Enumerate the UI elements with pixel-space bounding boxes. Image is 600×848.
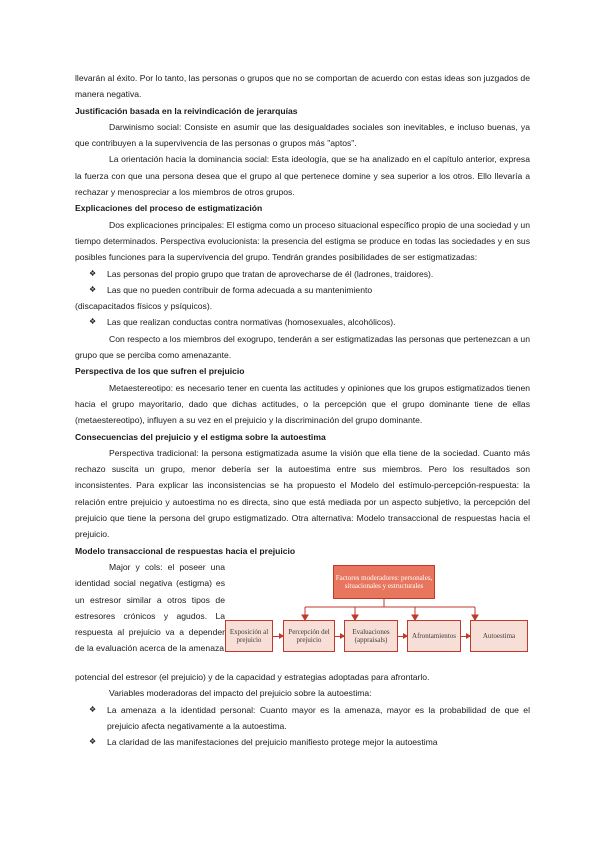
bullet-item: ❖ Las que no pueden contribuir de forma adecuada a su mantenimiento <box>75 282 530 298</box>
transactional-model-diagram <box>225 565 530 669</box>
section-heading: Justificación basada en la reivindicación de jerarquías <box>75 105 298 116</box>
paragraph: Major y cols: el poseer una identidad social negativa (estigma) es un estresor similar a otros tipos de estresores crónicos y agudos. La respuesta al prejuicio va a depender de la evaluación acerca de la amenaza <box>75 561 225 654</box>
bullet-item: ❖ Las que realizan conductas contra normativas (homosexuales, alcohólicos). <box>75 314 530 330</box>
paragraph-continuation: (discapacitados físicos y psíquicos). <box>75 301 213 312</box>
paragraph: Variables moderadoras del impacto del prejuicio sobre la autoestima: <box>109 688 372 699</box>
bullet-item: ❖ La amenaza a la identidad personal: Cuanto mayor es la amenaza, mayor es la probabilidad de que el prejuicio afecta negativamente a la autoestima. <box>75 702 530 735</box>
diagram-node-coping: Afrontamientos <box>407 620 461 652</box>
diagram-node-self-esteem: Autoestima <box>470 620 528 652</box>
diagram-node-appraisals: Evaluaciones (appraisals) <box>344 620 398 652</box>
bullet-diamond-icon: ❖ <box>89 268 97 278</box>
arrow-connector <box>335 636 344 637</box>
diagram-connectors <box>225 565 530 669</box>
arrow-connector <box>461 636 470 637</box>
bullet-item: ❖ La claridad de las manifestaciones del prejuicio manifiesto protege mejor la autoestima <box>75 734 530 750</box>
text-with-figure <box>75 559 530 669</box>
document-page <box>75 70 530 750</box>
diagram-node-perception: Percepción del prejuicio <box>283 620 335 652</box>
arrow-connector <box>273 636 283 637</box>
section-heading: Explicaciones del proceso de estigmatización <box>75 203 263 214</box>
bullet-diamond-icon: ❖ <box>89 704 97 714</box>
bullet-diamond-icon: ❖ <box>89 284 97 294</box>
diagram-node-exposure: Exposición al prejuicio <box>225 620 273 652</box>
section-heading: Consecuencias del prejuicio y el estigma sobre la autoestima <box>75 431 326 442</box>
paragraph-continuation: potencial del estresor (el prejuicio) y de la capacidad y estrategias adoptadas para afrontarlo. <box>75 671 430 682</box>
diagram-node-moderating-factors: Factores moderadores: personales, situacionales y estructurales <box>333 565 435 599</box>
paragraph: Dos explicaciones principales: El estigma como un proceso situacional específico propio de una sociedad y un tiempo determinados. Perspectiva evolucionista: la presencia del estigma se produce en todas las sociedades y en sus posibles funciones para la supervivencia del grupo. Tendrán grandes posibilidades de ser estigmatizadas: <box>75 219 530 263</box>
section-heading: Modelo transaccional de respuestas hacia el prejuicio <box>75 545 296 556</box>
bullet-diamond-icon: ❖ <box>89 737 97 747</box>
section-heading: Perspectiva de los que sufren el prejuicio <box>75 366 245 377</box>
paragraph: Perspectiva tradicional: la persona estigmatizada asume la visión que ella tiene de la sociedad. Cuanto más rechazo suscita un grupo, menor debería ser la autoestima entre sus miembros. Pero los resultados son inconsistentes. Para explicar las inconsistencias se ha propuesto el Modelo del estímulo-percepción-respuesta: la relación entre prejuicio y autoestima no es directa, sino que está mediada por un aspecto subjetivo, la percepción del prejuicio que tiene la persona del grupo estigmatizado. Otra alternativa: Modelo transaccional de respuestas hacia el prejuicio. <box>75 447 530 540</box>
bullet-diamond-icon: ❖ <box>89 317 97 327</box>
arrow-connector <box>398 636 407 637</box>
paragraph: La orientación hacia la dominancia social: Esta ideología, que se ha analizado en el capítulo anterior, expresa la fuerza con que una persona desea que el grupo al que pertenece domine y sea superior a los otros. Ello llevaría a rechazar y menospreciar a los miembros de otros grupos. <box>75 154 530 198</box>
paragraph: llevarán al éxito. Por lo tanto, las personas o grupos que no se comportan de acuerdo con estas ideas son juzgados de manera negativa. <box>75 73 530 100</box>
paragraph: Darwinismo social: Consiste en asumir que las desigualdades sociales son inevitables, e incluso buenas, ya que contribuyen a la supervivencia de las personas o grupos más "aptos". <box>75 121 530 149</box>
paragraph: Con respecto a los miembros del exogrupo, tenderán a ser estigmatizadas las personas que pertenezcan a un grupo que se perciba como amenazante. <box>75 333 530 361</box>
paragraph: Metaestereotipo: es necesario tener en cuenta las actitudes y opiniones que los grupos estigmatizados tienen hacia el grupo mayoritario, dado que dichas actitudes, o la percepción que el grupo dominante tiene de ellas (metaestereotipo), influyen a su vez en el prejuicio y la discriminación del grupo dominante. <box>75 382 530 426</box>
bullet-item: ❖ Las personas del propio grupo que tratan de aprovecharse de él (ladrones, traidores). <box>75 266 530 282</box>
